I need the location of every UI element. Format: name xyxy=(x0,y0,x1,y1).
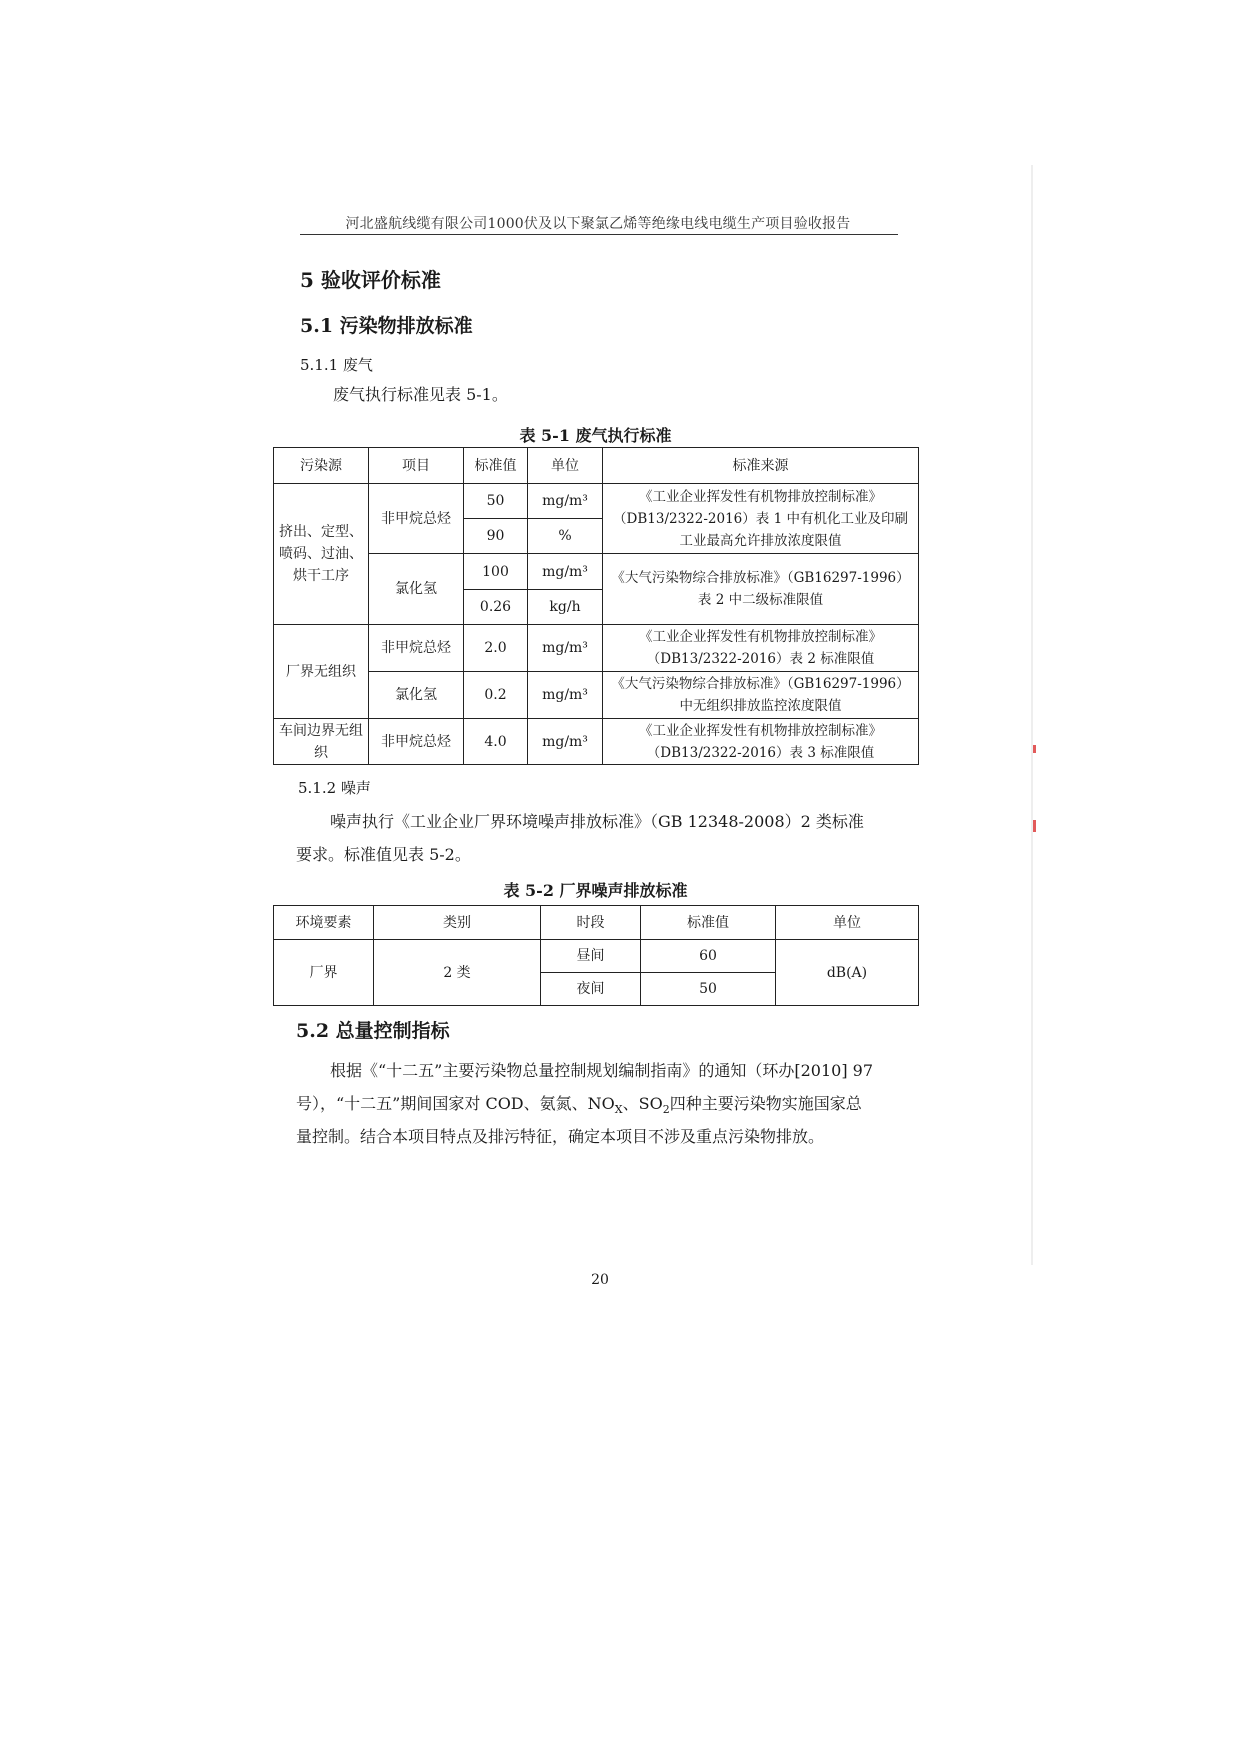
th-standard: 标准来源 xyxy=(603,448,919,484)
unit-cell: mg/m³ xyxy=(528,672,603,719)
value-cell: 90 xyxy=(464,519,528,554)
th-category: 类别 xyxy=(374,906,541,940)
line2-text-b: 、SO xyxy=(622,1094,663,1113)
section-5-1-heading: 5.1 污染物排放标准 xyxy=(300,315,473,337)
element-cell: 厂界 xyxy=(274,940,374,1006)
item-cell: 非甲烷总烃 xyxy=(369,625,464,672)
total-control-line3: 量控制。结合本项目特点及排污特征，确定本项目不涉及重点污染物排放。 xyxy=(296,1127,825,1146)
th-source: 污染源 xyxy=(274,448,369,484)
item-cell: 非甲烷总烃 xyxy=(369,719,464,765)
line2-text-c: 四种主要污染物实施国家总 xyxy=(669,1094,862,1113)
value-cell: 2.0 xyxy=(464,625,528,672)
value-cell: 0.26 xyxy=(464,590,528,625)
value-cell: 50 xyxy=(464,484,528,519)
category-cell: 2 类 xyxy=(374,940,541,1006)
th-element: 环境要素 xyxy=(274,906,374,940)
unit-cell: dB(A) xyxy=(776,940,919,1006)
pollution-source-cell: 车间边界无组织 xyxy=(274,719,369,765)
waste-gas-intro: 废气执行标准见表 5-1。 xyxy=(333,385,508,404)
table-row xyxy=(274,719,919,765)
section-5-1-1-heading: 5.1.1 废气 xyxy=(300,356,373,374)
table-5-1-caption: 表 5-1 废气执行标准 xyxy=(519,426,672,445)
th-item: 项目 xyxy=(369,448,464,484)
total-control-line1: 根据《“十二五”主要污染物总量控制规划编制指南》的通知（环办[2010] 97 xyxy=(330,1061,874,1080)
section-5-heading: 5 验收评价标准 xyxy=(300,268,441,292)
page-number: 20 xyxy=(591,1272,609,1288)
table-row xyxy=(274,940,919,973)
unit-cell: kg/h xyxy=(528,590,603,625)
value-cell: 0.2 xyxy=(464,672,528,719)
pollution-source-cell: 挤出、定型、喷码、过油、烘干工序 xyxy=(274,484,369,625)
value-cell: 50 xyxy=(641,973,776,1006)
table-5-1 xyxy=(273,447,919,765)
unit-cell: mg/m³ xyxy=(528,719,603,765)
standard-source-cell: 《大气污染物综合排放标准》（GB16297-1996）表 2 中二级标准限值 xyxy=(603,554,919,625)
period-cell: 昼间 xyxy=(541,940,641,973)
value-cell: 4.0 xyxy=(464,719,528,765)
unit-cell: mg/m³ xyxy=(528,484,603,519)
scan-red-mark xyxy=(1033,820,1036,832)
nox-subscript: X xyxy=(614,1103,623,1117)
unit-cell: % xyxy=(528,519,603,554)
th-period: 时段 xyxy=(541,906,641,940)
table-row xyxy=(274,672,919,719)
noise-paragraph-line2: 要求。标准值见表 5-2。 xyxy=(296,845,471,864)
so2-subscript: 2 xyxy=(662,1103,670,1117)
th-value: 标准值 xyxy=(641,906,776,940)
standard-source-cell: 《工业企业挥发性有机物排放控制标准》（DB13/2322-2016）表 2 标准限值 xyxy=(603,625,919,672)
pollution-source-cell: 厂界无组织 xyxy=(274,625,369,719)
table-5-1-header-row xyxy=(274,448,919,484)
scan-red-mark xyxy=(1033,745,1036,753)
standard-source-cell: 《工业企业挥发性有机物排放控制标准》（DB13/2322-2016）表 1 中有机化工业及印刷工业最高允许排放浓度限值 xyxy=(603,484,919,554)
noise-paragraph-line1: 噪声执行《工业企业厂界环境噪声排放标准》（GB 12348-2008）2 类标准 xyxy=(330,812,864,831)
item-cell: 氯化氢 xyxy=(369,554,464,625)
scan-edge-line xyxy=(1031,165,1033,1265)
item-cell: 氯化氢 xyxy=(369,672,464,719)
standard-source-cell: 《大气污染物综合排放标准》（GB16297-1996）中无组织排放监控浓度限值 xyxy=(603,672,919,719)
report-header: 河北盛航线缆有限公司1000伏及以下聚氯乙烯等绝缘电线电缆生产项目验收报告 xyxy=(345,216,851,232)
th-unit: 单位 xyxy=(776,906,919,940)
standard-source-cell: 《工业企业挥发性有机物排放控制标准》（DB13/2322-2016）表 3 标准限值 xyxy=(603,719,919,765)
th-value: 标准值 xyxy=(464,448,528,484)
value-cell: 60 xyxy=(641,940,776,973)
period-cell: 夜间 xyxy=(541,973,641,1006)
table-5-2-header-row xyxy=(274,906,919,940)
item-cell: 非甲烷总烃 xyxy=(369,484,464,554)
value-cell: 100 xyxy=(464,554,528,590)
section-5-1-2-heading: 5.1.2 噪声 xyxy=(298,779,371,797)
table-5-2 xyxy=(273,905,919,1006)
table-5-2-caption: 表 5-2 厂界噪声排放标准 xyxy=(503,881,688,900)
table-row xyxy=(274,625,919,672)
table-row xyxy=(274,554,919,590)
section-5-2-heading: 5.2 总量控制指标 xyxy=(296,1020,450,1042)
unit-cell: mg/m³ xyxy=(528,554,603,590)
header-rule xyxy=(300,234,898,235)
unit-cell: mg/m³ xyxy=(528,625,603,672)
table-row xyxy=(274,484,919,519)
line2-text-a: 号），“十二五”期间国家对 COD、氨氮、NO xyxy=(296,1094,615,1113)
th-unit: 单位 xyxy=(528,448,603,484)
